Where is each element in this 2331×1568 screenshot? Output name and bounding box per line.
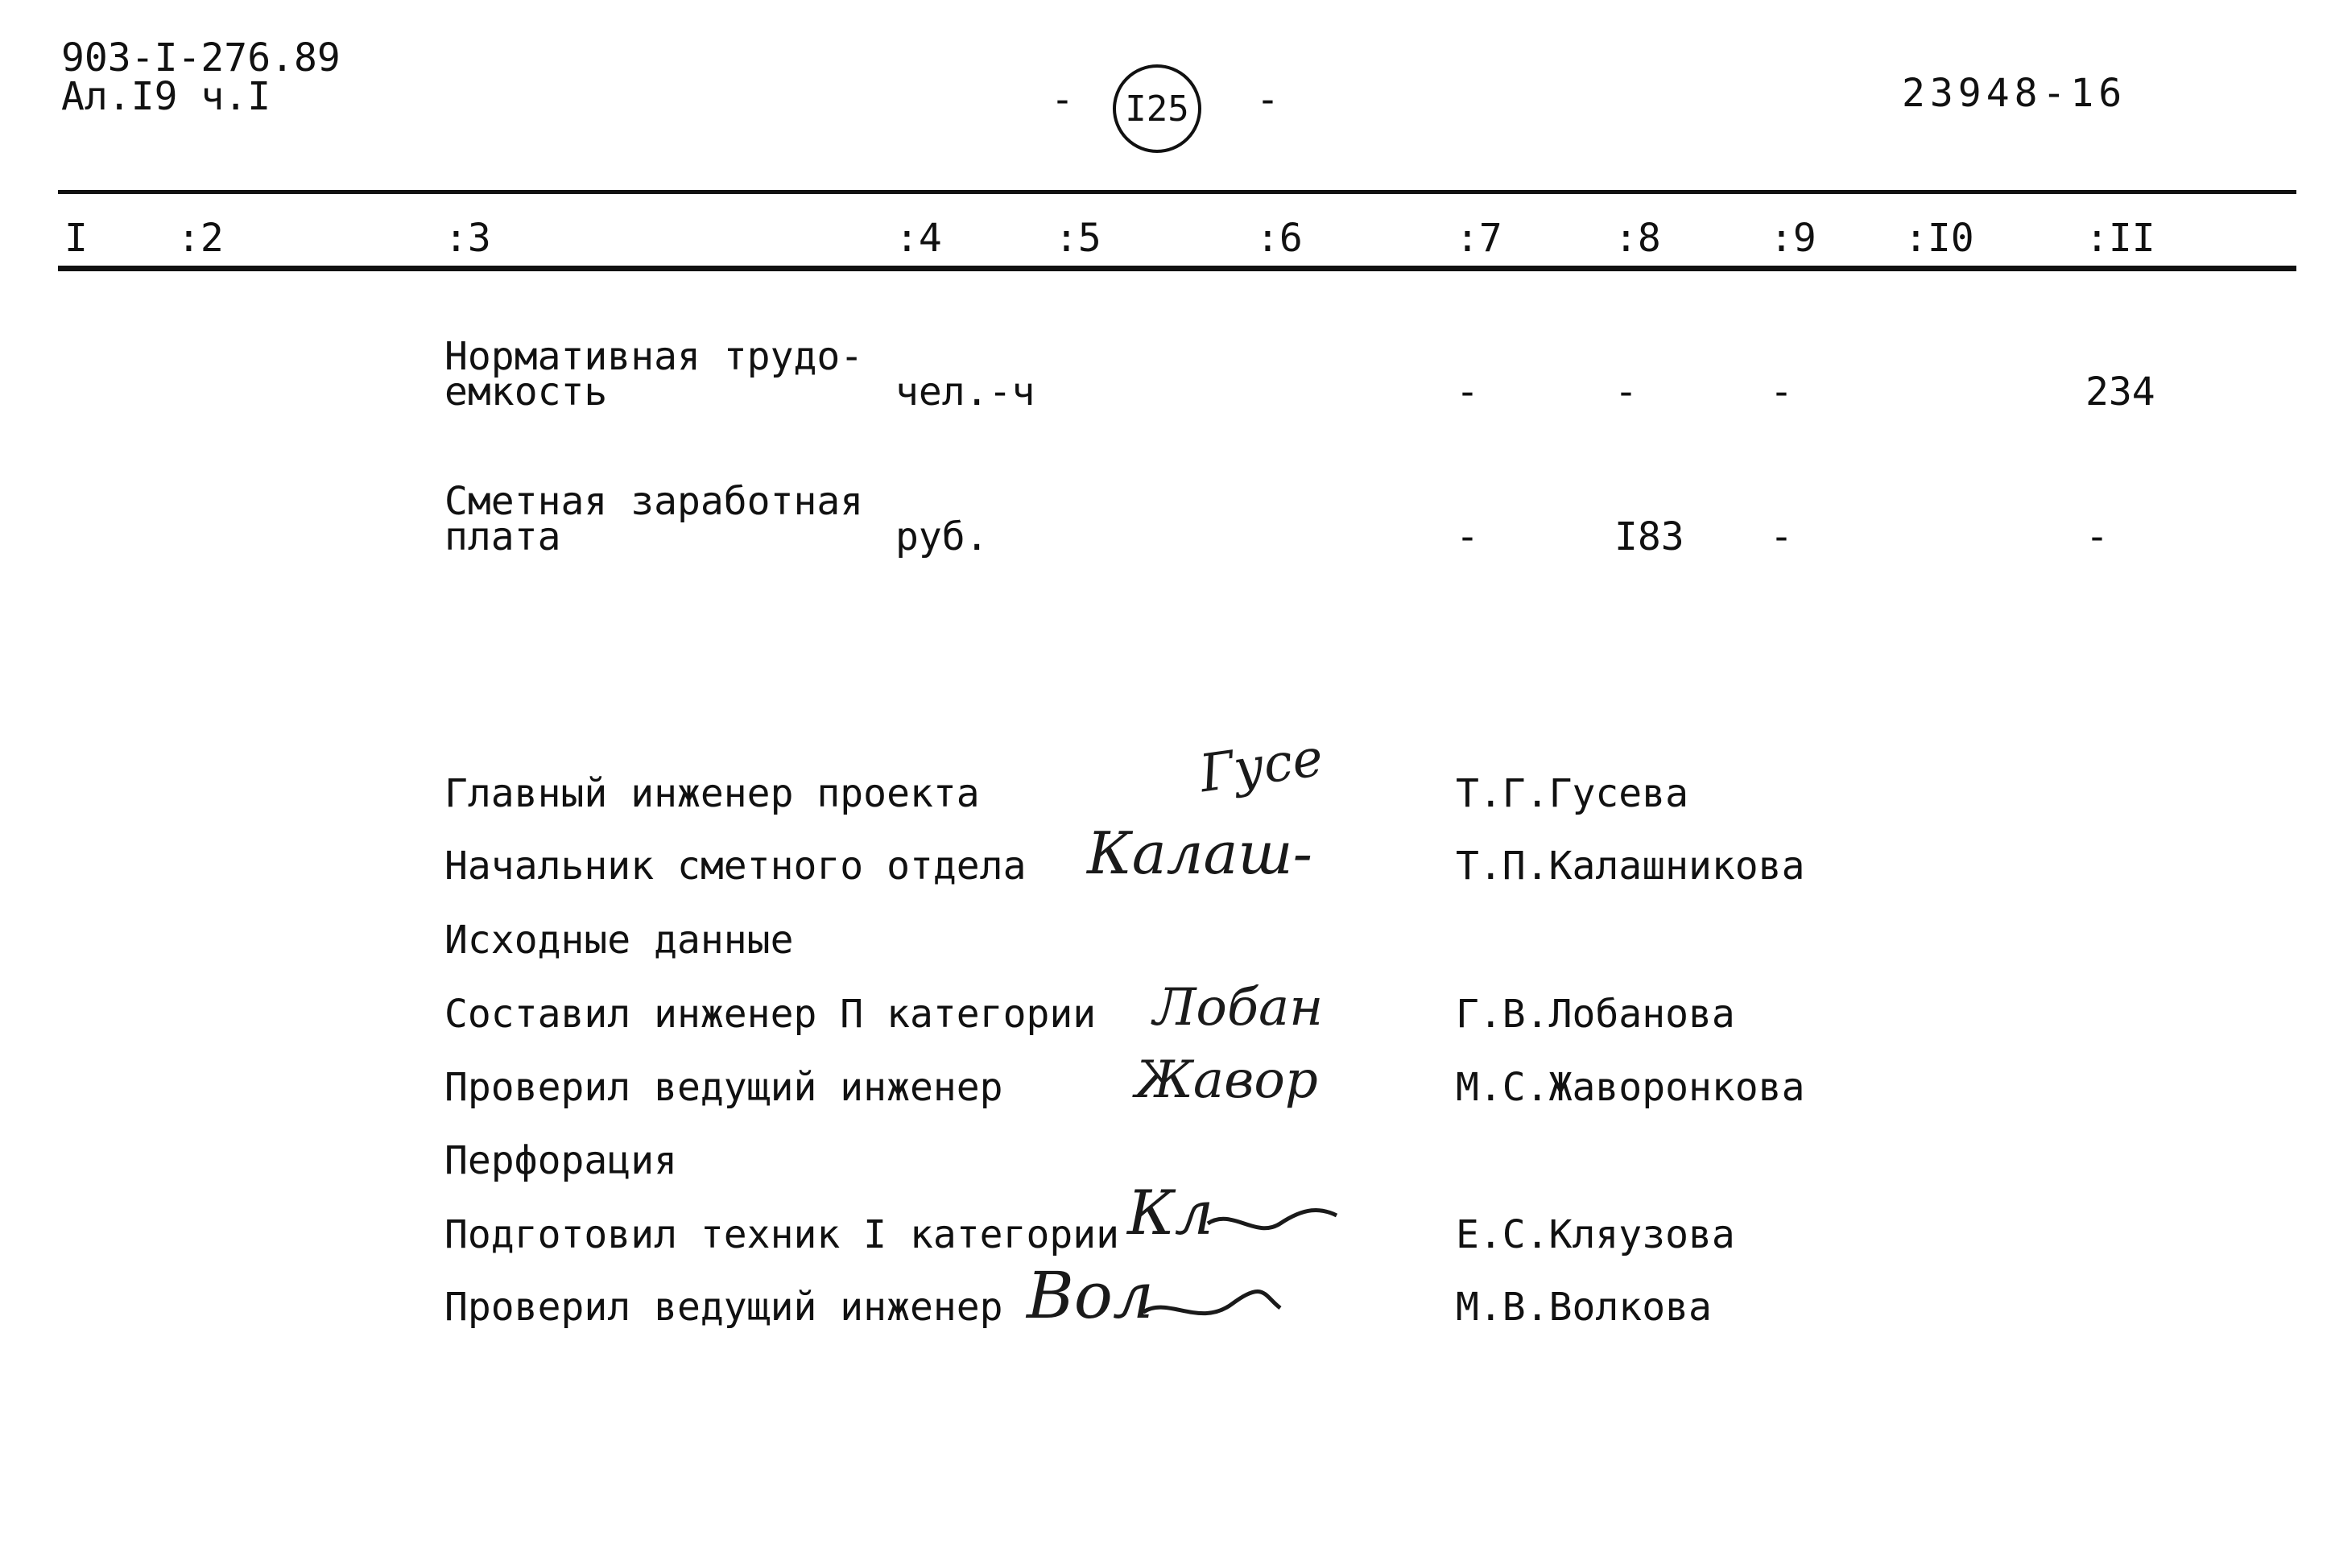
section-heading: Исходные данные bbox=[444, 918, 794, 963]
row-col9: - bbox=[1770, 369, 1793, 415]
document-code: 903-I-276.89 bbox=[61, 35, 341, 80]
column-header-2: :2 bbox=[177, 216, 224, 261]
page-dash-right: - bbox=[1256, 77, 1279, 122]
section-heading: Перфорация bbox=[444, 1138, 677, 1183]
signature-flourish bbox=[1208, 1199, 1337, 1248]
row-name-line1: Сметная заработная bbox=[444, 479, 864, 524]
signatory-name: Е.С.Кляузова bbox=[1456, 1212, 1735, 1257]
row-unit: руб. bbox=[895, 514, 989, 559]
column-header-8: :8 bbox=[1614, 216, 1661, 261]
column-header-6: :6 bbox=[1256, 216, 1303, 261]
row-col11: 234 bbox=[2085, 369, 2155, 415]
signatory-role: Проверил ведущий инженер bbox=[444, 1285, 1003, 1330]
column-header-5: :5 bbox=[1055, 216, 1101, 261]
page-number: I25 bbox=[1125, 88, 1189, 130]
signatory-name: Т.П.Калашникова bbox=[1456, 844, 1805, 889]
signatory-name: Т.Г.Гусева bbox=[1456, 771, 1688, 816]
row-col7: - bbox=[1456, 514, 1479, 559]
page-dash-left: - bbox=[1051, 77, 1074, 122]
inventory-number: 23948-16 bbox=[1902, 71, 2127, 116]
column-header-3: :3 bbox=[444, 216, 491, 261]
row-col7: - bbox=[1456, 369, 1479, 415]
handwritten-signature: Калаш- bbox=[1087, 819, 1312, 887]
column-header-11: :II bbox=[2085, 216, 2155, 261]
column-header-7: :7 bbox=[1456, 216, 1502, 261]
album-part: Ал.I9 ч.I bbox=[61, 74, 271, 119]
column-header-1: I bbox=[64, 216, 88, 261]
row-unit: чел.-ч bbox=[895, 369, 1035, 415]
signatory-role: Подготовил техник I категории bbox=[444, 1212, 1120, 1257]
signatory-role: Проверил ведущий инженер bbox=[444, 1065, 1003, 1110]
table-top-rule bbox=[58, 190, 2296, 194]
page-number-circle bbox=[1113, 64, 1201, 153]
column-header-9: :9 bbox=[1770, 216, 1816, 261]
row-col11: - bbox=[2085, 514, 2109, 559]
signatory-name: Г.В.Лобанова bbox=[1456, 992, 1735, 1037]
signatory-role: Главный инженер проекта bbox=[444, 771, 980, 816]
row-name-line2: плата bbox=[444, 514, 561, 559]
row-name-line2: емкость bbox=[444, 369, 608, 415]
row-col8: I83 bbox=[1614, 514, 1684, 559]
signatory-name: М.С.Жаворонкова bbox=[1456, 1065, 1805, 1110]
signature-flourish bbox=[1143, 1280, 1280, 1344]
row-col9: - bbox=[1770, 514, 1793, 559]
signatory-role: Составил инженер П категории bbox=[444, 992, 1097, 1037]
handwritten-signature: Лобан bbox=[1153, 978, 1324, 1038]
row-name-line1: Нормативная трудо- bbox=[444, 334, 864, 379]
handwritten-signature: Гусе bbox=[1196, 728, 1327, 805]
signatory-role: Начальник сметного отдела bbox=[444, 844, 1027, 889]
signatory-name: М.В.Волкова bbox=[1456, 1285, 1712, 1330]
column-header-4: :4 bbox=[895, 216, 942, 261]
handwritten-signature: Кл bbox=[1127, 1177, 1214, 1248]
row-col8: - bbox=[1614, 369, 1638, 415]
table-header-rule bbox=[58, 266, 2296, 271]
column-header-10: :I0 bbox=[1904, 216, 1974, 261]
handwritten-signature: Вол bbox=[1027, 1258, 1154, 1333]
handwritten-signature: Жавор bbox=[1135, 1050, 1318, 1110]
